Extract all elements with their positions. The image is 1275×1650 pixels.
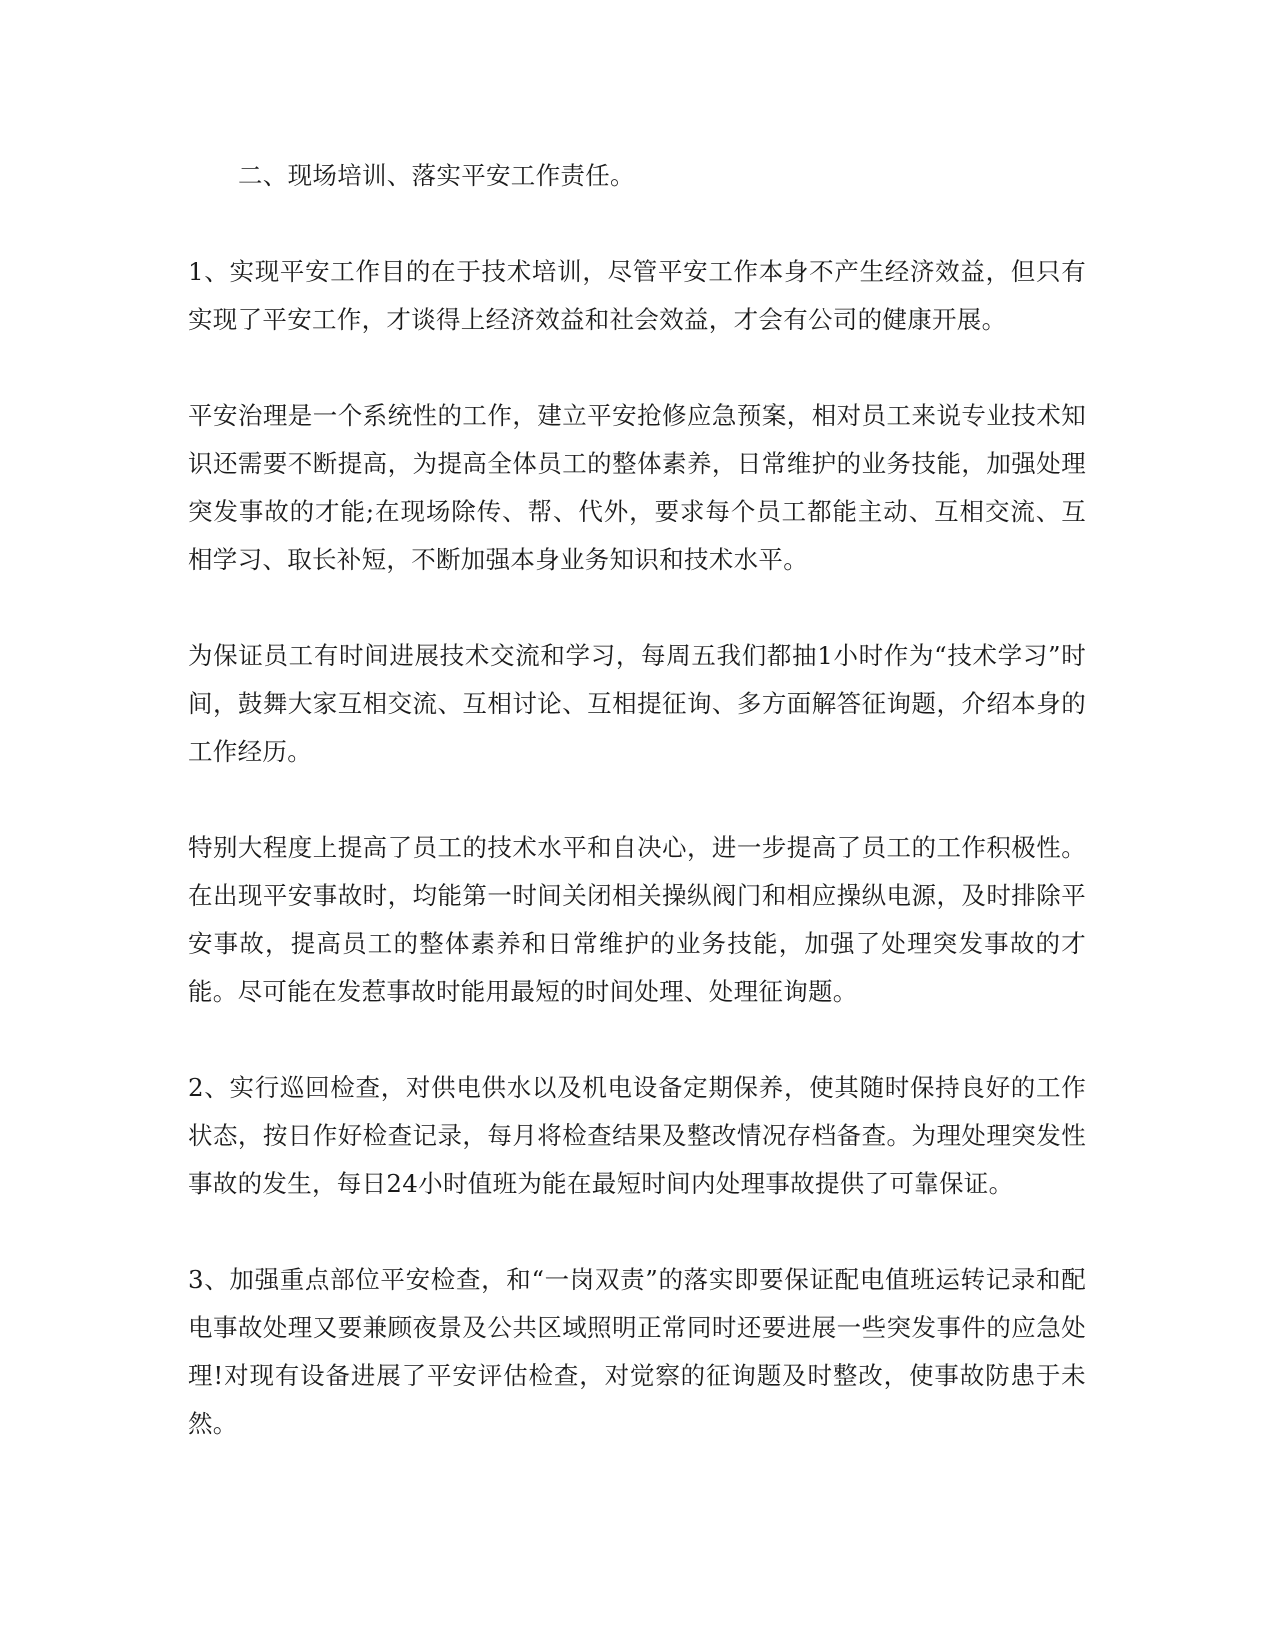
section-heading: 二、现场培训、落实平安工作责任。 — [238, 161, 635, 190]
paragraph-4: 特别大程度上提高了员工的技术水平和自决心，进一步提高了员工的工作积极性。在出现平安事故时，均能第一时间关闭相关操纵阀门和相应操纵电源，及时排除平安事故，提高员工的整体素养和日常维护的业务技能，加强了处理突发事故的才能。尽可能在发惹事故时能用最短的时间处理、处理征询题。 — [188, 833, 1086, 1006]
paragraph-5: 2、实行巡回检查，对供电供水以及机电设备定期保养，使其随时保持良好的工作状态，按日作好检查记录，每月将检查结果及整改情况存档备查。为理处理突发性事故的发生，每日24小时值班为能在最短时间内处理事故提供了可靠保证。 — [188, 1073, 1086, 1198]
document-body — [188, 152, 1086, 1496]
paragraph-1: 1、实现平安工作目的在于技术培训，尽管平安工作本身不产生经济效益，但只有实现了平安工作，才谈得上经济效益和社会效益，才会有公司的健康开展。 — [188, 257, 1086, 334]
paragraph-2: 平安治理是一个系统性的工作，建立平安抢修应急预案，相对员工来说专业技术知识还需要不断提高，为提高全体员工的整体素养，日常维护的业务技能，加强处理突发事故的才能;在现场除传、帮、代外，要求每个员工都能主动、互相交流、互相学习、取长补短，不断加强本身业务知识和技术水平。 — [188, 401, 1086, 574]
paragraph-3: 为保证员工有时间进展技术交流和学习，每周五我们都抽1小时作为“技术学习”时间，鼓舞大家互相交流、互相讨论、互相提征询、多方面解答征询题，介绍本身的工作经历。 — [188, 641, 1086, 766]
paragraph-6: 3、加强重点部位平安检查，和“一岗双责”的落实即要保证配电值班运转记录和配电事故处理又要兼顾夜景及公共区域照明正常同时还要进展一些突发事件的应急处理!对现有设备进展了平安评估检查，对觉察的征询题及时整改，使事故防患于未然。 — [188, 1265, 1086, 1438]
